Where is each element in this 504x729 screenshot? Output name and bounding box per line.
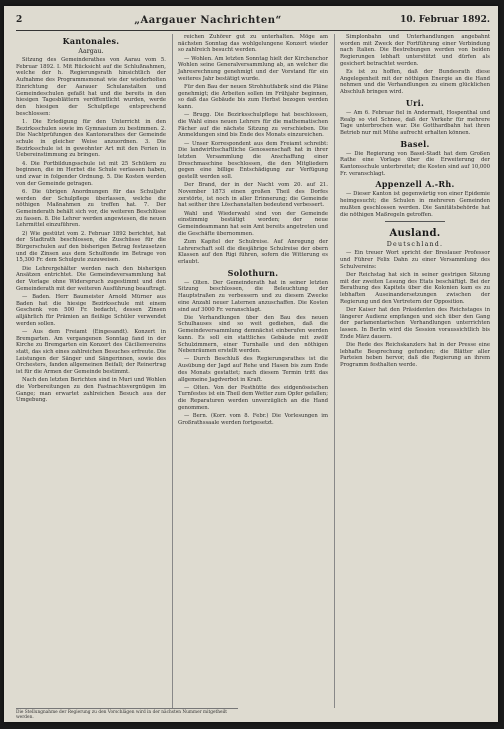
- issue-date: 10. Februar 1892.: [400, 15, 490, 25]
- article-paragraph: — Die Regierung von Basel-Stadt hat dem Großen Rathe eine Vorlage über die Erweiterung der Kantonsschule unterbreitet; die Kosten sind auf 10,000 Fr. veranschlagt.: [340, 150, 490, 177]
- section-heading: Appenzell A.-Rh.: [375, 179, 455, 190]
- page-number: 2: [16, 15, 23, 25]
- column-2: [172, 34, 328, 708]
- article-paragraph: — Brugg. Die Bezirksschulpflege hat beschlossen, die Wahl eines neuen Lehrers für die mathematischen Fächer auf die nächste Sitzung zu verschieben. Die Anmeldungen sind bis Ende des Monats einzureichen.: [178, 112, 328, 139]
- section-heading: Solothurn.: [227, 267, 279, 278]
- article-paragraph: Der Kaiser hat den Präsidenten des Reichstages in längerer Audienz empfangen und sich über den Gang der parlamentarischen Verhandlungen unterrichten lassen. In Berlin wird die Session voraussichtlich bis Ende März dauern.: [340, 306, 490, 340]
- article-paragraph: — Am 6. Februar fiel in Andermatt, Hospenthal und Realp so viel Schnee, daß der Verkehr für mehrere Tage unterbrochen war. Die Gotthardbahn hat ihren Betrieb nur mit Mühe aufrecht erhalten können.: [340, 109, 490, 136]
- article-paragraph: — Wohlen. Am letzten Sonntag hielt der Kirchenchor Wohlen seine Generalversammlung ab, an welcher die Jahresrechnung genehmigt und der Vorstand für ein weiteres Jahr bestätigt wurde.: [178, 55, 328, 82]
- article-paragraph: Für den Bau der neuen Strohhutfabrik sind die Pläne genehmigt; die Arbeiten sollen im Frühjahr beginnen, so daß das Gebäude bis zum Herbst bezogen werden kann.: [178, 83, 328, 111]
- newspaper-page: [4, 6, 498, 722]
- article-paragraph: — Baden. Herr Baumeister Arnold Mürner aus Baden hat die hiesige Bezirksschule mit einem Geschenk von 500 Fr. bedacht, dessen Zinsen alljährlich für Prämien an fleißige Schüler verwendet werden sollen.: [16, 293, 166, 327]
- column-3: [334, 34, 490, 708]
- article-columns: [16, 34, 490, 708]
- article-paragraph: Simplonbahn und Unterhandlungen angebahnt worden mit Zweck der Fortführung einer Verbindung nach Italien. Die Bestrebungen werden von beiden Regierungen lebhaft unterstützt und dürfen als gesichert betrachtet werden.: [340, 34, 490, 67]
- article-paragraph: — Aus dem Freiamt (Eingesandt). Konzert in Bremgarten. Am vergangenen Sonntag fand in der Kirche zu Bremgarten ein Konzert des Cäcilienvereins statt, das sich eines zahlreichen Besuches erfreute. Die Leistungen der Sänger und Sängerinnen, sowie des Orchesters, fanden allgemeinen Beifall; der Reinertrag ist für die Armen der Gemeinde bestimmt.: [16, 328, 166, 376]
- section-subheading: Aargau.: [78, 48, 104, 55]
- article-paragraph: Sitzung des Gemeinderathes von Aarau vom 5. Februar 1892. I. Mit Rücksicht auf die Schlußnahmen, welche der h. Regierungsrath hinsichtlich der Aufnahme des Programmsmonat wie der wiederholten Einrichtung der Aarauer Schulanstalten und Gemeindeschulen gefaßt hat und die bereits in den hiesigen Tagesblättern veröffentlicht wurden, werde den hiesigen der Schulpflege entsprechend beschlossen:: [16, 57, 166, 117]
- article-paragraph: — Durch Beschluß des Regierungsrathes ist die Ausübung der Jagd auf Rehe und Hasen bis zum Ende des Monats gestattet; nach diesem Termin tritt das allgemeine Jagdverbot in Kraft.: [178, 356, 328, 383]
- article-paragraph: — Olten. Der Gemeinderath hat in seiner letzten Sitzung beschlossen, die Beleuchtung der Hauptstraßen zu verbessern und zu diesem Zwecke eine Anzahl neuer Laternen anzuschaffen. Die Kosten sind auf 3000 Fr. veranschlagt.: [178, 279, 328, 313]
- article-paragraph: Zum Kapitel der Schulreise. Auf Anregung der Lehrerschaft soll die diesjährige Schulreise der obern Klassen auf den Rigi führen, sofern die Witterung es erlaubt.: [178, 238, 328, 265]
- article-paragraph: — Bern. (Korr. vom 8. Febr.) Die Vorlesungen im Großrathssaale werden fortgesetzt.: [178, 413, 328, 426]
- article-paragraph: Die Rede des Reichskanzlers hat in der Presse eine lebhafte Besprechung gefunden; die Blätter aller Parteien heben hervor, daß die Regierung an ihrem Programm festhalten werde.: [340, 341, 490, 369]
- article-paragraph: reichen Zuhörer gut zu unterhalten. Möge am nächsten Sonntag das wohlgelungene Konzert wieder so zahlreich besucht werden.: [178, 34, 328, 54]
- article-paragraph: — Ein treuer Wort spricht der Breslauer Professor und Führer Felix Dahn zu einer Versammlung des Schulvereins:: [340, 250, 490, 270]
- article-paragraph: 2) Wie gestützt vom 2. Februar 1892 berichtet, hat der Stadtrath beschlossen, die Zuschüsse für die Bürgerschulen auf den bisherigen Betrag festzusetzen und die Zinsen aus dem Schulfonde im Betrage von 15,300 Fr. dem Schulgute zuzuweisen.: [16, 230, 166, 264]
- footnote: Die Stellungnahme der Regierung zu den Vorschlägen wird in der nächsten Nummer mitgetheilt werden.: [16, 708, 238, 720]
- article-paragraph: — Dieser Kanton ist gegenwärtig von einer Epidemie heimgesucht; die Schulen in mehreren Gemeinden mußten geschlossen werden. Die Sanitätsbehörde hat die nöthigen Maßregeln getroffen.: [340, 191, 490, 218]
- article-paragraph: — Unser Korrespondent aus dem Freiamt schreibt: Die landwirthschaftliche Genossenschaft hat in ihrer letzten Versammlung die Anschaffung einer Dreschmaschine beschlossen, die den Mitgliedern gegen eine billige Entschädigung zur Verfügung gestellt werden soll.: [178, 140, 328, 181]
- section-heading: Basel.: [400, 138, 430, 149]
- article-paragraph: 4. Die Fortbildungsschule ist mit 25 Schülern zu beginnen, die im Herbst die Schule verlassen haben, und zwar in folgender Ordnung. 5. Die Kosten werden von der Gemeinde getragen.: [16, 160, 166, 187]
- newspaper-title: „Aargauer Nachrichten“: [134, 14, 282, 26]
- article-paragraph: — Olten. Von der Festhütte des eidgenössischen Turnfestes ist ein Theil dem Wetter zum Opfer gefallen; die Reparaturen werden unverzüglich an die Hand genommen.: [178, 384, 328, 411]
- article-paragraph: 6. Die übrigen Anordnungen für das Schuljahr werden der Schulpflege überlassen, welche die nöthigen Maßnahmen zu treffen hat. 7. Der Gemeinderath behält sich vor, die weiteren Beschlüsse zu fassen. 8. Die Lehrer werden angewiesen, die neuen Lehrmittel einzuführen.: [16, 188, 166, 229]
- section-heading: Uri.: [405, 97, 425, 108]
- section-subheading: Deutschland.: [386, 241, 444, 249]
- section-divider: [385, 221, 445, 222]
- article-paragraph: Der Brand, der in der Nacht vom 20. auf 21. November 1873 einen großen Theil des Dorfes zerstörte, ist noch in aller Erinnerung; die Gemeinde hat seither ihre Löschanstalten bedeutend verbessert.: [178, 182, 328, 209]
- article-paragraph: Die Lehrergehälter werden nach den bisherigen Ansätzen entrichtet. Die Gemeindeversammlung hat der Vorlage ohne Widerspruch zugestimmt und den Gemeinderath mit der weiteren Ausführung beauftragt.: [16, 265, 166, 292]
- column-1: [16, 34, 166, 708]
- section-heading: Kantonales.: [62, 36, 120, 46]
- article-paragraph: Wahl und Wiederwahl sind von der Gemeinde einstimmig bestätigt worden; der neue Gemeindeammann hat sein Amt bereits angetreten und die Geschäfte übernommen.: [178, 210, 328, 237]
- section-heading-major: Ausland.: [389, 228, 441, 240]
- article-paragraph: Die Verhandlungen über den Bau des neuen Schulhauses sind so weit gediehen, daß die Gemeindeversammlung demnächst einberufen werden kann. Es soll ein stattliches Gebäude mit zwölf Schulzimmern, einer Turnhalle und den nöthigen Nebenräumen erstellt werden.: [178, 314, 328, 355]
- masthead: [16, 10, 490, 31]
- article-paragraph: 1. Die Erledigung für den Unterricht in den Bezirksschulen sowie im Gymnasium zu bestimmen. 2. Die Nachtprüfungen des Kantonsrathes der Gemeinde schule in gleicher Weise anzuordnen. 3. Die Bezirksschule ist in gewohnter Art mit den Ferien in Uebereinstimmung zu bringen.: [16, 118, 166, 159]
- article-paragraph: Der Reichstag hat sich in seiner gestrigen Sitzung mit der zweiten Lesung des Etats beschäftigt. Bei der Berathung des Kapitels über die Kolonien kam es zu lebhaften Auseinandersetzungen zwischen der Regierung und den Vertretern der Opposition.: [340, 271, 490, 305]
- article-paragraph: Es ist zu hoffen, daß der Bundesrath diese Angelegenheit mit der nöthigen Energie an die Hand nehmen und die Verhandlungen zu einem glücklichen Abschluß bringen wird.: [340, 69, 490, 96]
- article-paragraph: Nach den letzten Berichten sind in Muri und Wohlen die Vorbereitungen zu den Fastnachtsvergnügen im Gange; man erwartet zahlreichen Besuch aus der Umgebung.: [16, 377, 166, 404]
